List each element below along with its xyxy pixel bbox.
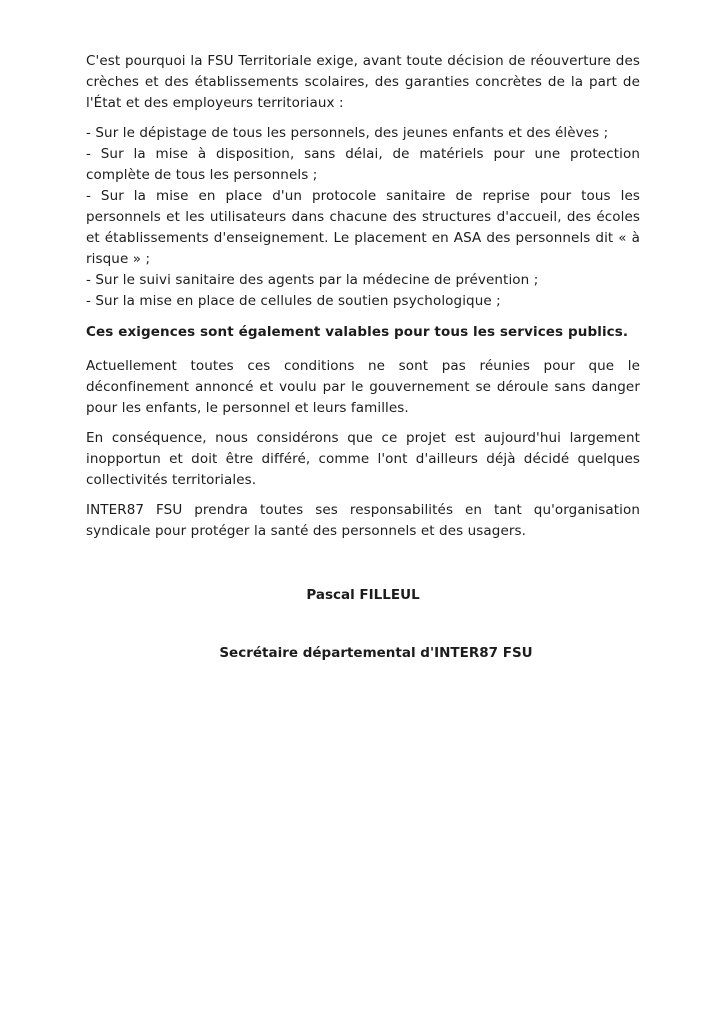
- signature-name: Pascal FILLEUL: [306, 587, 420, 603]
- signature-title: Secrétaire départemental d'INTER87 FSU: [219, 645, 533, 661]
- paragraph-emphasis: Ces exigences sont également valables pour tous les services publics.: [86, 324, 629, 340]
- paragraph-situation: Actuellement toutes ces conditions ne sont pas réunies pour que le déconfinement annoncé et voulu par le gouvernement se déroule sans danger pour les enfants, le personnel et leurs familles.: [86, 358, 640, 416]
- demand-item-medical-followup: - Sur le suivi sanitaire des agents par la médecine de prévention ;: [86, 272, 539, 288]
- demand-item-screening: - Sur le dépistage de tous les personnels, des jeunes enfants et des élèves ;: [86, 125, 609, 141]
- demand-item-equipment: - Sur la mise à disposition, sans délai, de matériels pour une protection complète de tous les personnels ;: [86, 146, 640, 183]
- demand-item-psychological-support: - Sur la mise en place de cellules de soutien psychologique ;: [86, 293, 501, 309]
- paragraph-consequence: En conséquence, nous considérons que ce projet est aujourd'hui largement inopportun et doit être différé, comme l'ont d'ailleurs déjà décidé quelques collectivités territoriales.: [86, 430, 640, 488]
- demands-list: [86, 123, 640, 312]
- paragraph-commitment: INTER87 FSU prendra toutes ses responsabilités en tant qu'organisation syndicale pour protéger la santé des personnels et des usagers.: [86, 502, 640, 539]
- demand-item-protocol: - Sur la mise en place d'un protocole sanitaire de reprise pour tous les personnels et les utilisateurs dans chacune des structures d'accueil, des écoles et établissements d'enseignement. Le placement en ASA des personnels dit « à risque » ;: [86, 188, 640, 267]
- paragraph-intro: C'est pourquoi la FSU Territoriale exige, avant toute décision de réouverture des crèches et des établissements scolaires, des garanties concrètes de la part de l'État et des employeurs territoriaux :: [86, 53, 640, 111]
